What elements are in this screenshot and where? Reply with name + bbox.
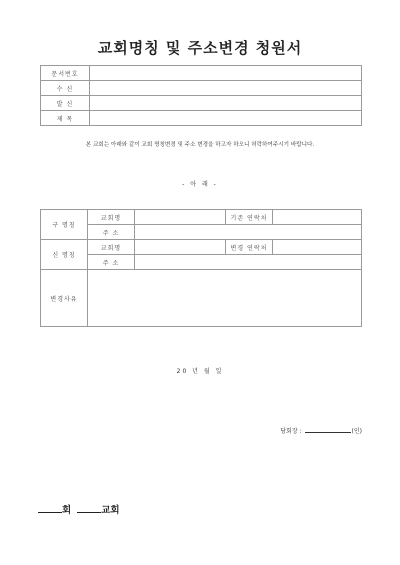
- seal-mark: (인): [351, 428, 362, 435]
- new-name-section-label: 신 명칭: [41, 240, 88, 270]
- old-name-section-label: 구 명칭: [41, 210, 88, 240]
- old-address-field[interactable]: [135, 225, 362, 240]
- sender-label: 발 신: [41, 96, 90, 111]
- presbytery-name-blank[interactable]: [38, 503, 62, 513]
- signature-line: [280, 426, 362, 435]
- meta-row-recipient: [41, 81, 362, 96]
- date-line: 20 년 월 일: [176, 368, 224, 375]
- church-name-blank[interactable]: [77, 503, 101, 513]
- signature-blank[interactable]: [305, 426, 351, 433]
- footer-addressee: [38, 502, 120, 516]
- meta-row-subject: [41, 111, 362, 126]
- signature-label: 당회장 :: [280, 428, 302, 435]
- old-name-row: [41, 210, 362, 225]
- intro-text: 본 교회는 아래와 같이 교회 명칭변경 및 주소 변경을 하고자 하오니 허락하여주시기 바랍니다.: [85, 142, 315, 148]
- new-address-label: 주 소: [88, 255, 135, 270]
- sender-field[interactable]: [90, 96, 362, 111]
- new-contact-field[interactable]: [273, 240, 362, 255]
- doc-number-field[interactable]: [90, 66, 362, 81]
- old-church-name-label: 교회명: [88, 210, 135, 225]
- church-suffix: 교회: [101, 505, 120, 516]
- meta-row-doc-number: [41, 66, 362, 81]
- recipient-label: 수 신: [41, 81, 90, 96]
- subject-label: 제 목: [41, 111, 90, 126]
- old-address-label: 주 소: [88, 225, 135, 240]
- change-details-table: [40, 209, 362, 327]
- reason-field[interactable]: [88, 270, 362, 327]
- reason-label: 변경사유: [41, 270, 88, 327]
- recipient-field[interactable]: [90, 81, 362, 96]
- new-name-row: [41, 240, 362, 255]
- presbytery-suffix: 회: [62, 505, 72, 516]
- new-church-name-field[interactable]: [135, 240, 226, 255]
- old-church-name-field[interactable]: [135, 210, 226, 225]
- subject-field[interactable]: [90, 111, 362, 126]
- doc-number-label: 문서번호: [41, 66, 90, 81]
- old-address-row: [41, 225, 362, 240]
- reason-row: [41, 270, 362, 327]
- document-title: 교회명칭 및 주소변경 청원서: [97, 39, 303, 57]
- document-meta-table: [40, 65, 362, 126]
- new-address-row: [41, 255, 362, 270]
- new-church-name-label: 교회명: [88, 240, 135, 255]
- below-heading: - 아 래 -: [182, 181, 218, 188]
- old-contact-label: 기존 연락처: [226, 210, 273, 225]
- old-contact-field[interactable]: [273, 210, 362, 225]
- meta-row-sender: [41, 96, 362, 111]
- new-contact-label: 변경 연락처: [226, 240, 273, 255]
- new-address-field[interactable]: [135, 255, 362, 270]
